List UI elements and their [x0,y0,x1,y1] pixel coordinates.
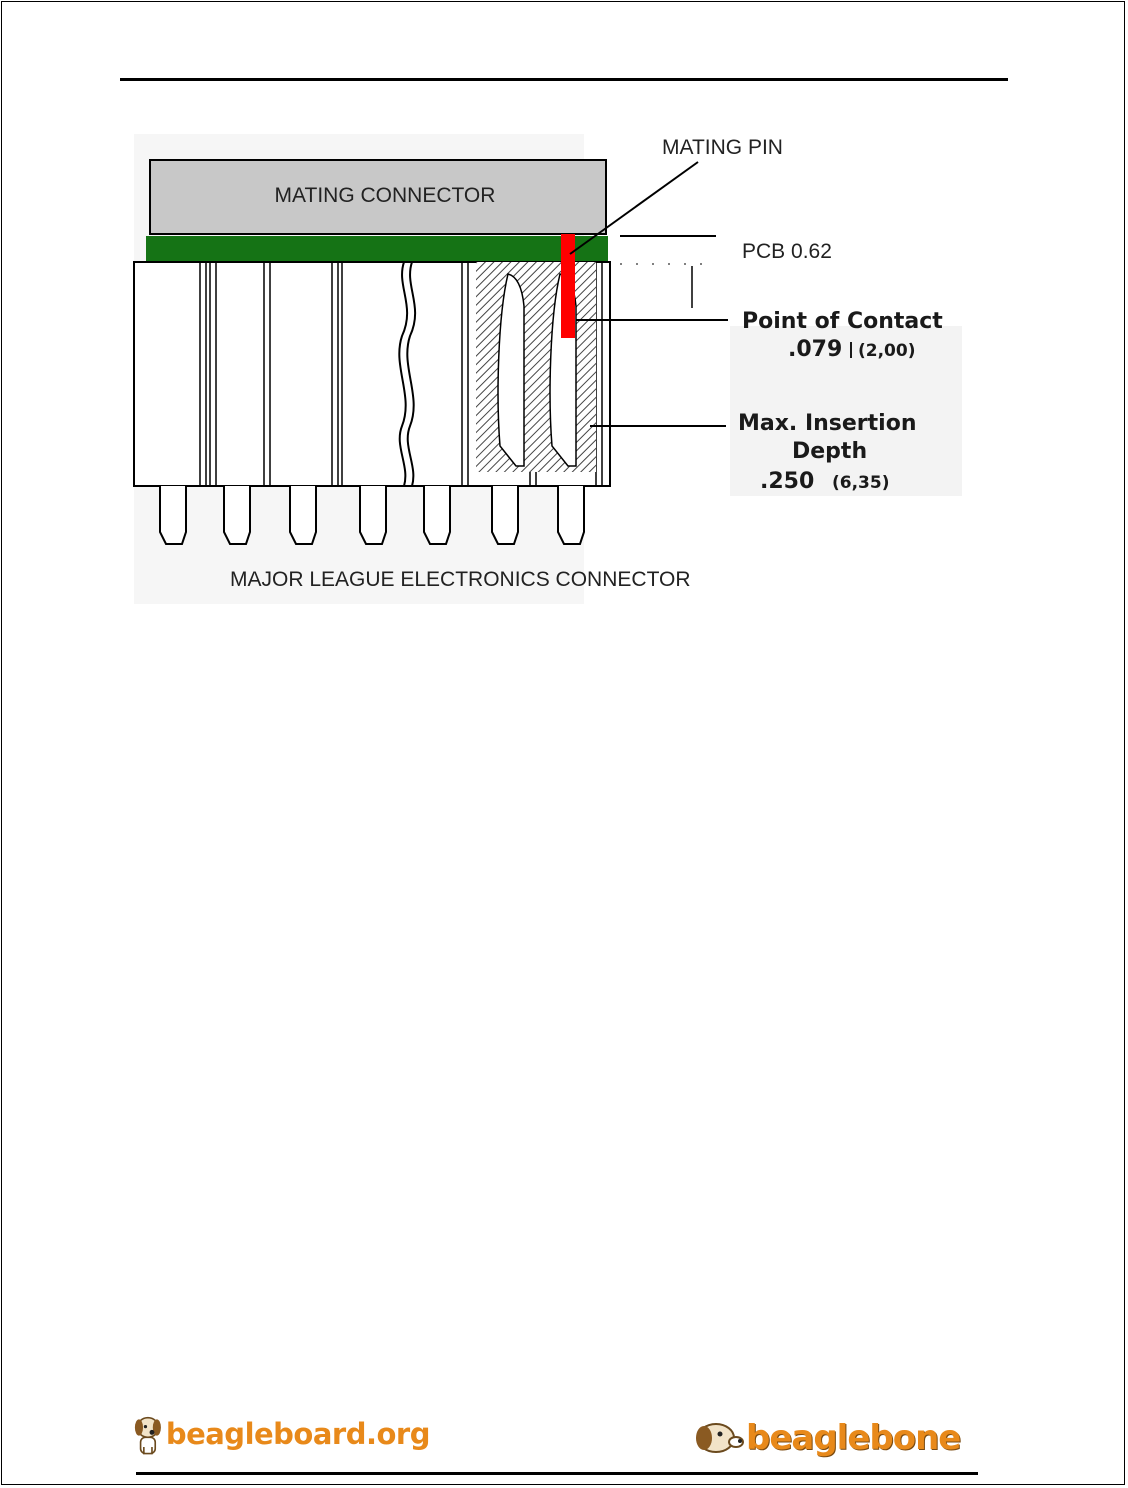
beagle-head-icon [692,1416,746,1460]
connector-diagram-svg [120,126,980,606]
insertion-depth-line2: Depth [792,439,868,464]
beagleboard-logo-text: beagleboard.org [165,1417,430,1451]
beagleboard-logo[interactable] [130,1404,430,1464]
insertion-depth-metric: (6,35) [832,473,890,493]
connector-caption: MAJOR LEAGUE ELECTRONICS CONNECTOR [230,568,691,591]
header-rule [120,78,1008,81]
mating-pin-label: MATING PIN [662,136,783,159]
point-of-contact-metric: (2,00) [858,341,916,361]
point-of-contact-imperial: .079 [788,337,843,362]
connector-diagram [120,126,980,606]
insertion-depth-imperial: .250 [760,469,815,494]
mating-pin [561,234,575,338]
point-of-contact-label: Point of Contact [742,309,943,334]
hatched-contact-section [476,262,596,472]
footer-rule [136,1472,978,1475]
beaglebone-logo[interactable] [692,1410,962,1466]
beaglebone-logo-text: beaglebone [746,1418,961,1458]
pcb-layer [146,236,608,262]
mating-connector-label: MATING CONNECTOR [274,184,496,207]
beagle-dog-icon [130,1406,166,1462]
pcb-label: PCB 0.62 [742,240,832,263]
insertion-depth-line1: Max. Insertion [738,411,917,436]
